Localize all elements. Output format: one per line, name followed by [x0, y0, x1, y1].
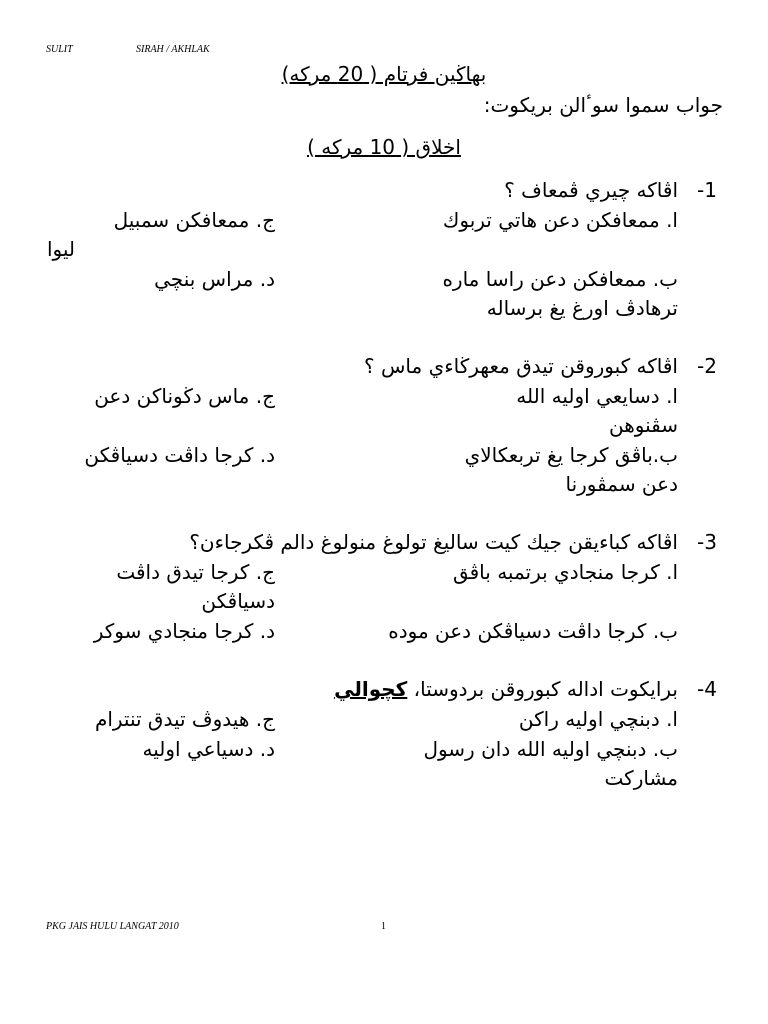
header-right: SIRAH / AKHLAK — [136, 44, 210, 55]
option-c-continued: ليوا — [46, 237, 75, 261]
option-c: ج. كرجا تيدق داڤت — [116, 560, 275, 584]
option-a: ا. ممعافكن دعن هاتي تربوك — [442, 208, 678, 232]
question-text — [334, 676, 678, 702]
section-title: بهاڬين فرتام ( 20 مركه) — [281, 62, 487, 86]
option-b-continued: دعن سمڤورنا — [565, 472, 678, 496]
option-d: د. كرجا داڤت دسياڤكن — [84, 443, 275, 467]
question-text: اڤاكه كباءيقن جيك كيت ساليغ تولوغ منولوغ دالم ڤكرجاءن؟ — [189, 530, 678, 554]
page-number: 1 — [381, 921, 386, 932]
option-b: ب. كرجا داڤت دسياڤكن دعن موده — [388, 619, 678, 643]
option-c: ج. ماس دڬوناكن دعن — [94, 384, 275, 408]
option-a: ا. دبنچي اوليه راكن — [518, 707, 678, 731]
question-keyword: كچوالي — [334, 677, 408, 701]
option-c-continued: سڤنوهن — [608, 413, 678, 437]
option-c: ج. هيدوڤ تيدق تنترام — [94, 707, 275, 731]
option-d: د. مراس بنچي — [154, 267, 275, 291]
option-a: ا. دسايعي اوليه الله — [516, 384, 678, 408]
question-number: -1 — [697, 178, 717, 202]
question-text: اڤاكه كبوروقن تيدق معهرڬاءي ماس ؟ — [364, 354, 678, 378]
question-text: اڤاكه چيري ڤمعاف ؟ — [504, 178, 678, 202]
subsection-title: اخلاق ( 10 مركه ) — [307, 135, 461, 159]
option-c: ج. ممعافكن سمبيل — [113, 208, 275, 232]
question-number: -4 — [697, 677, 717, 701]
option-b: ب. ممعافكن دعن راسا ماره — [442, 267, 678, 291]
question-number: -2 — [697, 354, 717, 378]
header-left: SULIT — [46, 44, 73, 55]
option-b-continued: ترهادڤ اورغ يغ برساله — [486, 296, 678, 320]
option-a: ا. كرجا منجادي برتمبه باڤق — [452, 560, 678, 584]
option-b: ب.باڤق كرجا يغ تربعكالاي — [464, 443, 678, 467]
option-b: ب. دبنچي اوليه الله دان رسول — [423, 737, 678, 761]
option-c-continued: دسياڤكن — [201, 589, 275, 613]
instruction: جواب سموا سوٴالن بريكوت: — [483, 93, 723, 117]
option-d: د. دسياعي اوليه — [142, 737, 275, 761]
option-b-continued: مشاركت — [604, 766, 678, 790]
question-number: -3 — [697, 530, 717, 554]
option-d: د. كرجا منجادي سوكر — [93, 619, 275, 643]
question-text-main: برايكوت اداله كبوروقن بردوستا، — [413, 677, 678, 701]
footer-left: PKG JAIS HULU LANGAT 2010 — [46, 921, 179, 932]
